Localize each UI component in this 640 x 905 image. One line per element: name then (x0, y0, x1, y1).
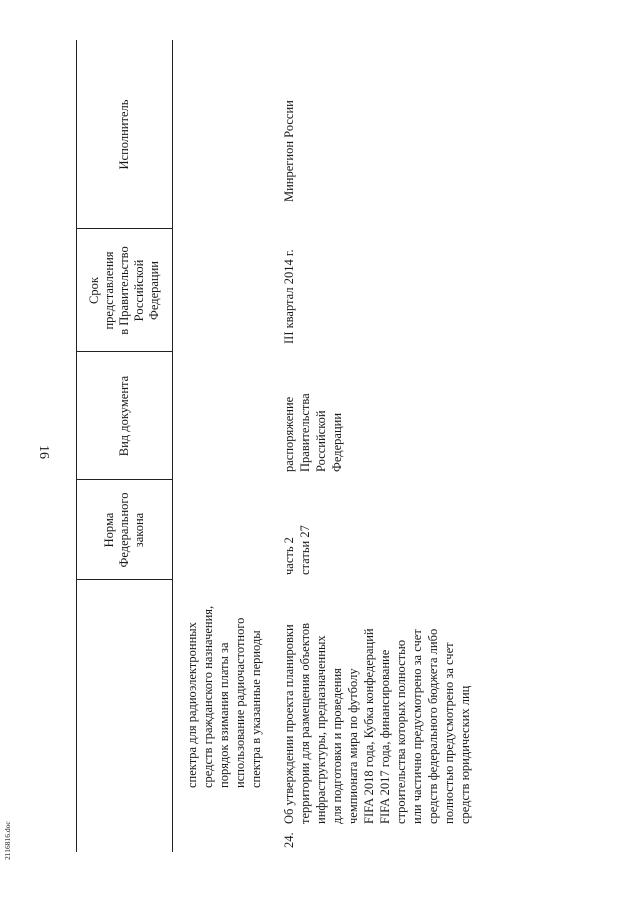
row-norm: часть 2 статьи 27 (282, 525, 312, 575)
row-title: Об утверждении проекта планировки территории для размещения объектов инфраструктуры, предназначенных для подготовки и проведения чемпионата мира по футболу FIFA 2018 года, Кубка конфедераций FIFA 2017 года, финансирование строительства которых полностью или частично предусмотрено за счет средств федерального бюджета либо полностью предусмотрено за счет средств юридических лиц (282, 622, 472, 824)
document-table (76, 40, 572, 852)
row-executor: Минрегион России (282, 100, 296, 202)
header-doc-type: Вид документа (116, 375, 131, 457)
header-executor: Исполнитель (116, 99, 131, 170)
header-bottom-rule (172, 40, 173, 852)
row-doc-type: распоряжение Правительства Российской Федерации (282, 393, 344, 472)
page-number: 16 (36, 445, 51, 459)
row-number: 24. (282, 832, 296, 848)
footer-file-id: 2116816.doc (3, 821, 12, 860)
header-norm: Норма Федерального закона (101, 492, 146, 568)
row-deadline: III квартал 2014 г. (282, 249, 296, 344)
header-deadline: Срок представления в Правительство Российской Федерации (86, 246, 161, 335)
continuation-text: спектра для радиоэлектронных средств гражданского назначения, порядок взимания платы за использование радиочастотного спектра в указанные периоды (185, 605, 263, 788)
